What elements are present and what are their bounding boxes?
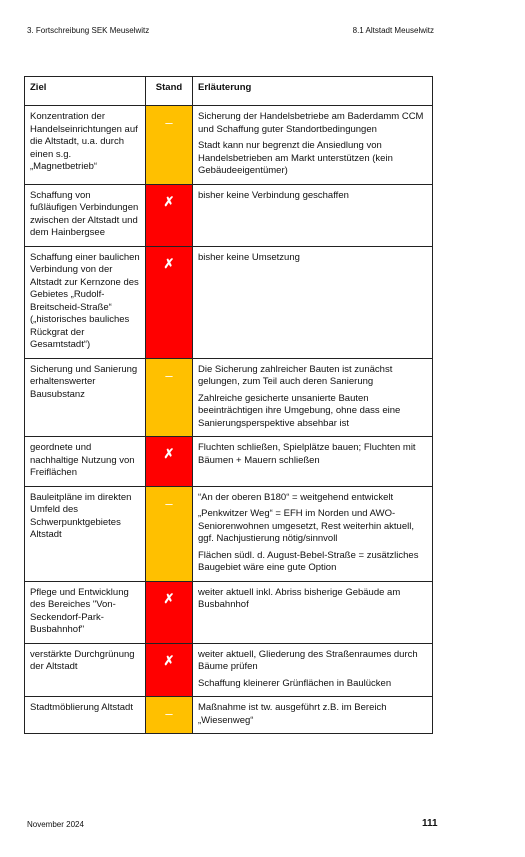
goal-cell: Schaffung einer baulichen Verbindung von der Altstadt zur Kernzone des Gebietes „Rudolf-Breitscheid-Straße“ („historisches bauliches Rückgrat der Gesamtstadt“) <box>25 246 146 358</box>
explanation-cell <box>193 697 433 734</box>
table-row <box>25 486 433 581</box>
explanation-cell <box>193 106 433 185</box>
status-not-done-icon: ✗ <box>146 437 193 487</box>
goal-cell: Pflege und Entwicklung des Bereiches "Von-Seckendorf-Park-Busbahnhof" <box>25 581 146 643</box>
column-header-ziel: Ziel <box>25 77 146 106</box>
goals-status-table <box>24 76 433 734</box>
status-not-done-icon: ✗ <box>146 246 193 358</box>
explanation-cell <box>193 246 433 358</box>
explanation-paragraph: Stadt kann nur begrenzt die Ansiedlung von Handelsbetrieben am Markt unterstützen (kein Gebäudeeigentümer) <box>198 140 393 176</box>
explanation-paragraph: bisher keine Umsetzung <box>198 251 300 263</box>
explanation-cell <box>193 437 433 487</box>
status-partial-icon: – <box>146 106 193 185</box>
explanation-paragraph: Fluchten schließen, Spielplätze bauen; Fluchten mit Bäumen + Mauern schließen <box>198 442 416 466</box>
table-row <box>25 106 433 185</box>
goal-cell: Konzentration der Handelseinrichtungen auf die Altstadt, u.a. durch einen s.g. „Magnetbetrieb“ <box>25 106 146 185</box>
explanation-paragraph: Zahlreiche gesicherte unsanierte Bauten beeinträchtigen ihre Umgebung, ohne dass eine Sanierungsperspektive absehbar ist <box>198 392 401 429</box>
goal-cell: Sicherung und Sanierung erhaltenswerter Bausubstanz <box>25 358 146 437</box>
explanation-paragraph: weiter aktuell, Gliederung des Straßenraumes durch Bäume prüfen <box>198 648 418 672</box>
table-row <box>25 581 433 643</box>
explanation-paragraph: Flächen südl. d. August-Bebel-Straße = zusätzliches Baugebiet wäre eine gute Option <box>198 549 419 573</box>
status-not-done-icon: ✗ <box>146 184 193 246</box>
footer-date: November 2024 <box>27 820 84 829</box>
explanation-paragraph: Maßnahme ist tw. ausgeführt z.B. im Bereich „Wiesenweg“ <box>198 702 387 726</box>
status-not-done-icon: ✗ <box>146 643 193 697</box>
explanation-paragraph: „Penkwitzer Weg“ = EFH im Norden und AWO-Seniorenwohnen umgesetzt, Rest weiterhin aktuell, ggf. Nachjustierung nötig/sinnvoll <box>198 508 414 544</box>
goal-cell: Bauleitpläne im direkten Umfeld des Schwerpunktgebietes Altstadt <box>25 486 146 581</box>
goal-cell: geordnete und nachhaltige Nutzung von Freiflächen <box>25 437 146 487</box>
goal-cell: Stadtmöblierung Altstadt <box>25 697 146 734</box>
table-row <box>25 246 433 358</box>
footer-page-number: 111 <box>422 818 438 829</box>
status-not-done-icon: ✗ <box>146 581 193 643</box>
explanation-paragraph: Schaffung kleinerer Grünflächen in Baulücken <box>198 677 392 689</box>
status-partial-icon: – <box>146 486 193 581</box>
status-partial-icon: – <box>146 358 193 437</box>
explanation-paragraph: Sicherung der Handelsbetriebe am Baderdamm CCM und Schaffung guter Standortbedingungen <box>198 111 424 135</box>
explanation-paragraph: bisher keine Verbindung geschaffen <box>198 189 349 201</box>
explanation-paragraph: weiter aktuell inkl. Abriss bisherige Gebäude am Busbahnhof <box>198 586 401 610</box>
goal-cell: Schaffung von fußläufigen Verbindungen zwischen der Altstadt und dem Hainbergsee <box>25 184 146 246</box>
status-partial-icon: – <box>146 697 193 734</box>
explanation-cell <box>193 643 433 697</box>
header-right-title: 8.1 Altstadt Meuselwitz <box>352 26 434 35</box>
table-header-row <box>25 77 433 106</box>
header-left-title: 3. Fortschreibung SEK Meuselwitz <box>27 26 150 35</box>
column-header-erlaeuterung: Erläuterung <box>193 77 433 106</box>
column-header-stand: Stand <box>146 77 193 106</box>
table-row <box>25 358 433 437</box>
explanation-cell <box>193 184 433 246</box>
explanation-paragraph: Die Sicherung zahlreicher Bauten ist zunächst gelungen, zum Teil auch deren Sanierung <box>198 363 393 387</box>
table-row <box>25 643 433 697</box>
table-row <box>25 184 433 246</box>
table-row <box>25 437 433 487</box>
explanation-cell <box>193 358 433 437</box>
explanation-paragraph: “An der oberen B180“ = weitgehend entwickelt <box>198 491 394 503</box>
goal-cell: verstärkte Durchgrünung der Altstadt <box>25 643 146 697</box>
explanation-cell <box>193 486 433 581</box>
table-row <box>25 697 433 734</box>
explanation-cell <box>193 581 433 643</box>
